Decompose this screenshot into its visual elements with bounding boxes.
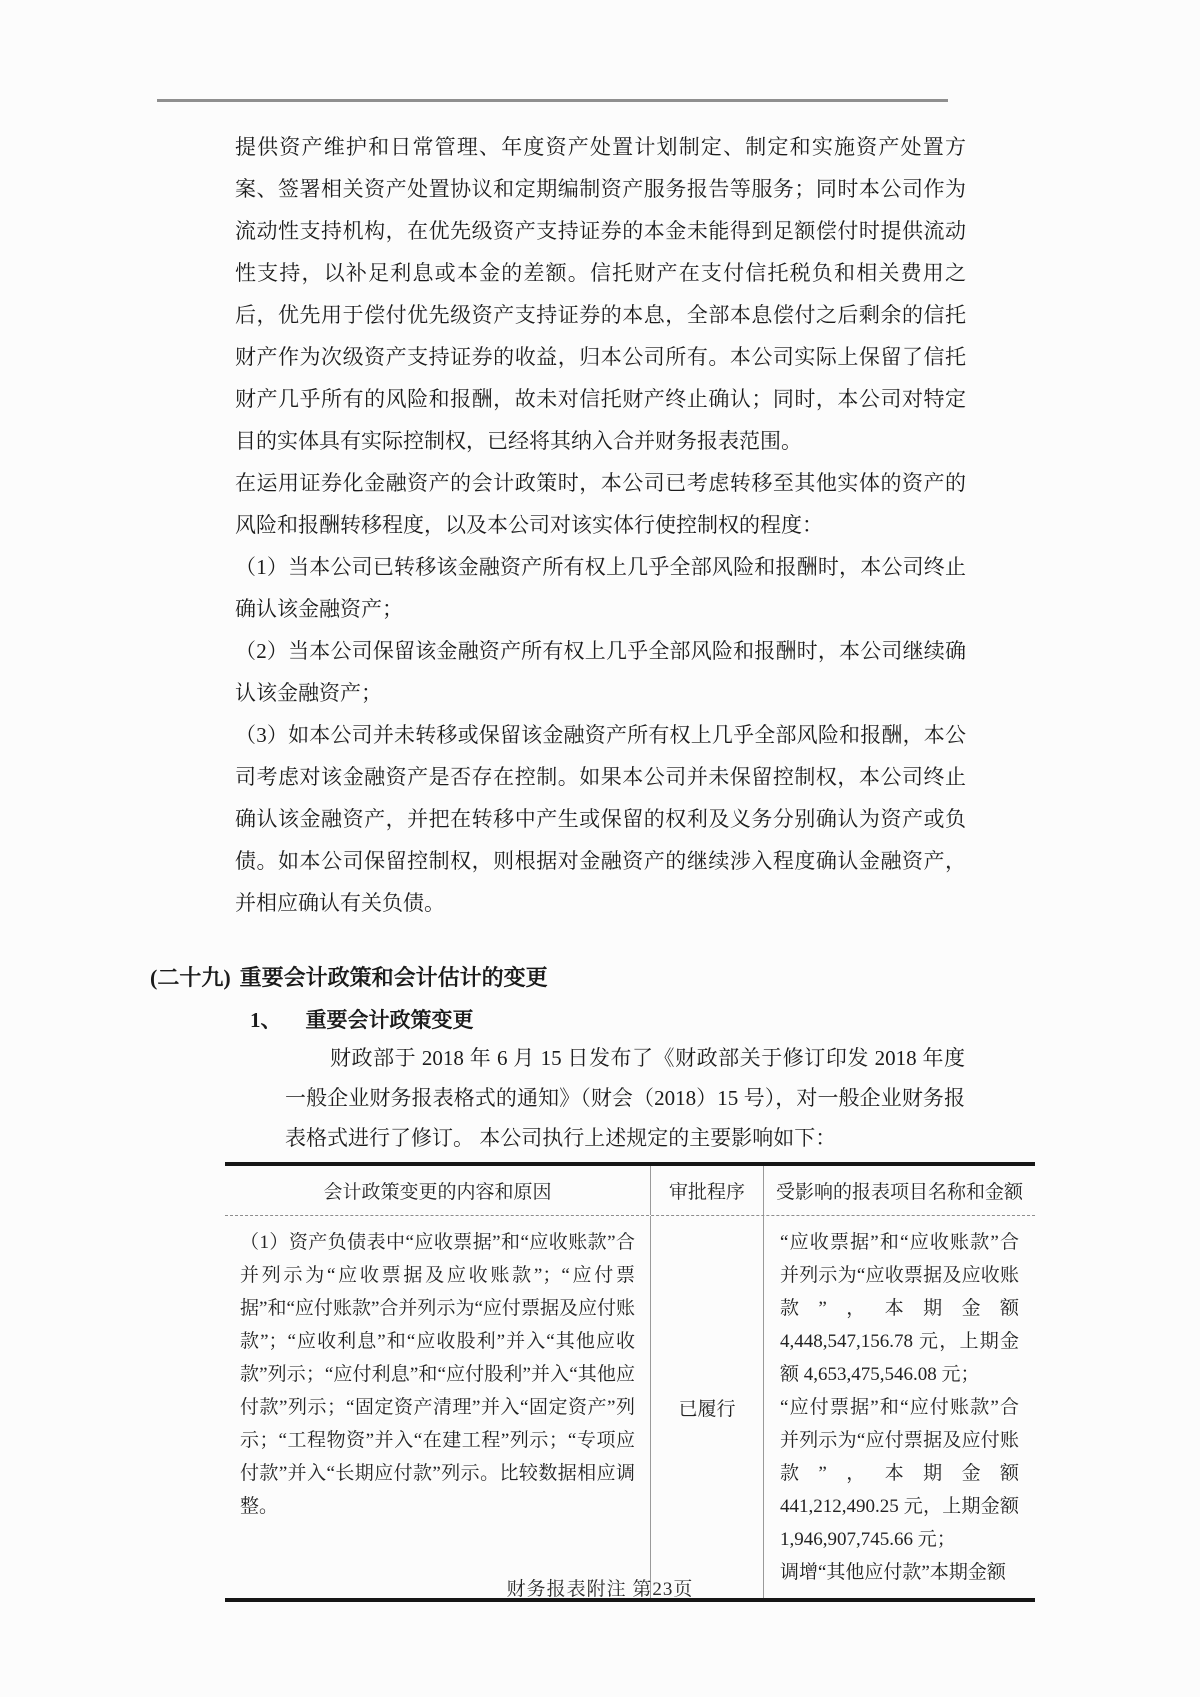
table-row — [225, 1216, 1035, 1598]
cell-change-content: （1）资产负债表中“应收票据”和“应收账款”合并列示为“应收票据及应收账款”；“应付票据”和“应付账款”合并列示为“应付票据及应付账款”；“应收利息”和“应收股利”并入“其他应收款”列示；“应付利息”和“应付股利”并入“其他应付款”列示；“固定资产清理”并入“固定资产”列示；“工程物资”并入“在建工程”列示；“专项应付款”并入“长期应付款”列示。比较数据相应调整。 — [240, 1232, 635, 1517]
cell-affected-items — [764, 1216, 1035, 1598]
table-header-approval-procedure: 审批程序 — [650, 1166, 764, 1215]
paragraph-securitization-services: 提供资产维护和日常管理、年度资产处置计划制定、制定和实施资产处置方案、签署相关资产处置协议和定期编制资产服务报告等服务；同时本公司作为流动性支持机构，在优先级资产支持证券的本金未能得到足额偿付时提供流动性支持，以补足利息或本金的差额。信托财产在支付信托税负和相关费用之后，优先用于偿付优先级资产支持证券的本息，全部本息偿付之后剩余的信托财产作为次级资产支持证券的收益，归本公司所有。本公司实际上保留了信托财产几乎所有的风险和报酬，故未对信托财产终止确认；同时，本公司对特定目的实体具有实际控制权，已经将其纳入合并财务报表范围。 — [235, 135, 966, 453]
table-header-content-reason: 会计政策变更的内容和原因 — [323, 1182, 552, 1203]
table-header-row — [225, 1166, 1035, 1216]
impact-paragraph-other-payables: 调增“其他应付款”本期金额 — [780, 1562, 1006, 1583]
section-number: (二十九) — [150, 965, 231, 990]
impact-paragraph-payables: “应付票据”和“应付账款”合并列示为“应付票据及应付账款”，本期金额 441,212,490.25 元，上期金额 1,946,907,745.66 元； — [780, 1397, 1019, 1550]
section-title: 重要会计政策和会计估计的变更 — [239, 965, 548, 990]
subsection-intro-paragraph: 财政部于 2018 年 6 月 15 日发布了《财政部关于修订印发 2018 年度一般企业财务报表格式的通知》（财会（2018）15 号），对一般企业财务报表格式进行了修订。 本公司执行上述规定的主要影响如下： — [285, 1046, 965, 1150]
impact-paragraph-receivables: “应收票据”和“应收账款”合并列示为“应收票据及应收账款”，本期金额 4,448,547,156.78 元，上期金额 4,653,475,546.08 元； — [780, 1232, 1019, 1385]
paragraph-item-2: （2）当本公司保留该金融资产所有权上几乎全部风险和报酬时，本公司继续确认该金融资产； — [235, 639, 966, 705]
section-heading — [150, 961, 548, 992]
subsection-number: 1、 — [250, 1008, 282, 1032]
paragraph-policy-application: 在运用证券化金融资产的会计政策时，本公司已考虑转移至其他实体的资产的风险和报酬转移程度，以及本公司对该实体行使控制权的程度： — [235, 471, 966, 537]
paragraph-item-3: （3）如本公司并未转移或保留该金融资产所有权上几乎全部风险和报酬，本公司考虑对该金融资产是否存在控制。如果本公司并未保留控制权，本公司终止确认该金融资产，并把在转移中产生或保留的权利及义务分别确认为资产或负债。如本公司保留控制权，则根据对金融资产的继续涉入程度确认金融资产，并相应确认有关负债。 — [235, 723, 966, 915]
subsection-title: 重要会计政策变更 — [305, 1008, 474, 1032]
paragraph-item-1: （1）当本公司已转移该金融资产所有权上几乎全部风险和报酬时，本公司终止确认该金融资产； — [235, 555, 966, 621]
header-rule — [157, 99, 948, 102]
page-footer: 财务报表附注 第23页 — [506, 1579, 694, 1600]
subsection-heading — [250, 1004, 474, 1034]
table-header-affected-items: 受影响的报表项目名称和金额 — [775, 1182, 1023, 1203]
policy-change-table — [225, 1162, 1035, 1602]
approval-status-text: 已履行 — [678, 1398, 736, 1420]
cell-approval-status — [650, 1216, 764, 1598]
body-text — [235, 126, 966, 924]
